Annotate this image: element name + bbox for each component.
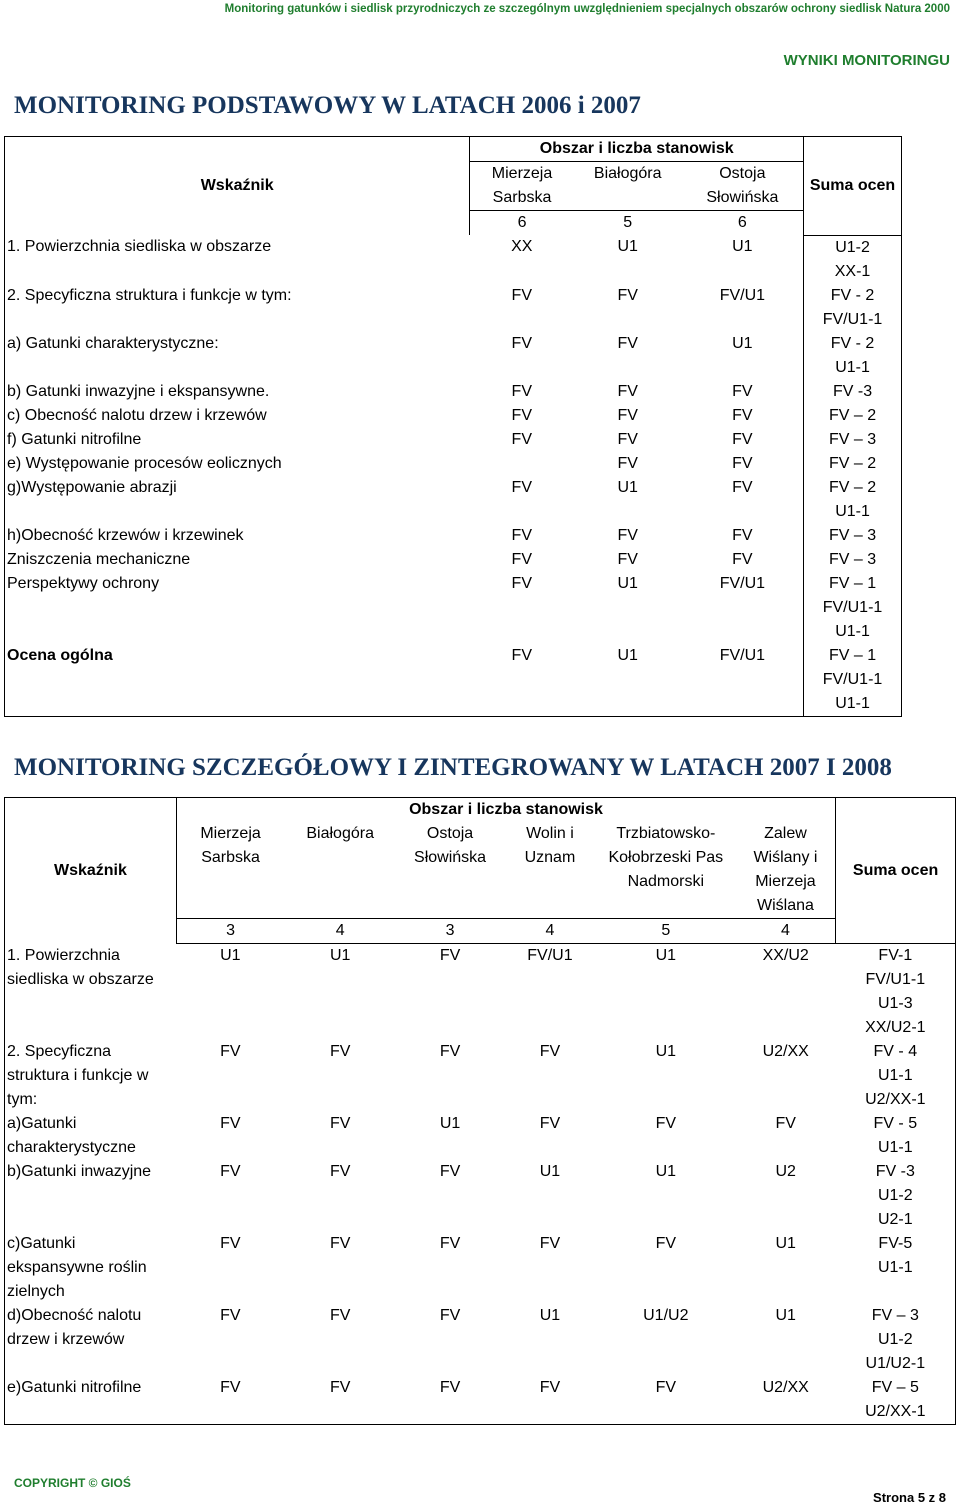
site-header: Trzbiatowsko-Kołobrzeski Pas Nadmorski: [608, 825, 724, 890]
cell-value: U1: [329, 947, 351, 964]
site-count: 5: [574, 211, 682, 236]
cell-value: [470, 452, 574, 476]
sum-cell: FV – 2 U1-1: [804, 476, 902, 524]
cell-value: FV: [439, 947, 461, 964]
wskaznik-header: Wskaźnik: [5, 798, 177, 944]
cell-value: FV/U1: [682, 644, 804, 717]
cell-value: FV: [596, 1376, 736, 1425]
cell-value: FV: [511, 382, 532, 400]
table1-title: MONITORING PODSTAWOWY W LATACH 2006 i 2007: [14, 92, 641, 119]
sum-cell: FV - 5 U1-1: [836, 1112, 956, 1160]
cell-value: FV: [732, 550, 753, 568]
sum-cell: U1-2 XX-1: [804, 235, 902, 284]
cell-value: FV: [511, 334, 532, 352]
cell-value: U1: [655, 947, 677, 964]
sum-cell: FV – 5 U2/XX-1: [836, 1376, 956, 1425]
cell-value: FV: [284, 1376, 396, 1425]
cell-value: FV: [732, 382, 753, 400]
cell-value: FV: [732, 430, 753, 448]
cell-value: U1: [220, 947, 241, 964]
cell-value: FV: [504, 1376, 596, 1425]
basic-monitoring-table: [4, 136, 902, 717]
cell-value: FV: [655, 1115, 677, 1132]
cell-value: FV: [220, 1163, 241, 1180]
area-header: Obszar i liczba stanowisk: [176, 798, 835, 823]
cell-value: FV/U1: [719, 574, 766, 592]
cell-value: FV: [329, 1307, 351, 1324]
table-row: [5, 476, 902, 524]
cell-value: FV: [329, 1235, 351, 1252]
row-label: c) Obecność nalotu drzew i krzewów: [5, 404, 470, 428]
cell-value: FV: [617, 406, 638, 424]
row-label: a)Gatunki charakterystyczne: [5, 1112, 177, 1160]
cell-value: U1: [617, 238, 638, 255]
cell-value: FV: [775, 1115, 796, 1132]
table-row: [5, 572, 902, 644]
cell-value: U2/XX: [762, 1043, 809, 1060]
table-row: [5, 235, 902, 284]
cell-value: FV: [511, 574, 532, 592]
sum-header: Suma ocen: [804, 137, 902, 236]
row-label: a) Gatunki charakterystyczne:: [5, 332, 470, 380]
page-number: Strona 5 z 8: [873, 1490, 946, 1505]
cell-value: FV: [732, 406, 753, 424]
cell-value: FV: [655, 1235, 677, 1252]
cell-value: U1: [539, 1307, 561, 1324]
sum-cell: FV - 2 FV/U1-1: [804, 284, 902, 332]
site-header: Mierzeja Sarbska: [470, 162, 574, 211]
sum-cell: FV -3 U1-2 U2-1: [836, 1160, 956, 1232]
cell-value: FV: [539, 1043, 561, 1060]
row-label: 1. Powierzchnia siedliska w obszarze: [5, 944, 177, 1041]
site-header: Ostoja Słowińska: [414, 825, 487, 866]
cell-value: U1: [539, 1163, 561, 1180]
copyright: COPYRIGHT © GIOŚ: [14, 1476, 131, 1490]
sum-cell: FV – 3: [804, 524, 902, 548]
sum-header: Suma ocen: [836, 798, 956, 944]
table-row: [5, 1232, 956, 1304]
table-row: [5, 404, 902, 428]
site-count: 4: [284, 919, 396, 944]
cell-value: FV: [439, 1307, 461, 1324]
cell-value: U1: [439, 1115, 461, 1132]
cell-value: FV: [439, 1043, 461, 1060]
cell-value: U1: [732, 334, 753, 352]
row-label: b) Gatunki inwazyjne i ekspansywne.: [5, 380, 470, 404]
sum-cell: FV – 1 FV/U1-1 U1-1: [804, 644, 902, 717]
table-row: [5, 1160, 956, 1232]
cell-value: FV: [617, 550, 638, 568]
table2-title: MONITORING SZCZEGÓŁOWY I ZINTEGROWANY W LATACH 2007 I 2008: [14, 754, 892, 781]
table-row: [5, 380, 902, 404]
site-header: Mierzeja Sarbska: [176, 822, 284, 919]
cell-value: FV: [732, 526, 753, 544]
row-label: b)Gatunki inwazyjne: [5, 1160, 177, 1232]
table-row: [5, 428, 902, 452]
site-count: 3: [176, 919, 284, 944]
cell-value: FV: [617, 454, 638, 472]
running-header: Monitoring gatunków i siedlisk przyrodniczych ze szczególnym uwzględnieniem specjalnych obszarów ochrony siedlisk Natura 2000: [224, 3, 950, 15]
site-count: 4: [736, 919, 836, 944]
cell-value: U1/U2: [643, 1307, 689, 1324]
cell-value: FV: [470, 644, 574, 717]
table-row: [5, 644, 902, 717]
table-row: [5, 332, 902, 380]
cell-value: FV: [220, 1043, 241, 1060]
cell-value: FV: [329, 1115, 351, 1132]
table-row: [5, 452, 902, 476]
cell-value: U1: [574, 644, 682, 717]
row-label: e) Występowanie procesów eolicznych: [5, 452, 470, 476]
cell-value: U1: [655, 1043, 677, 1060]
cell-value: FV: [220, 1235, 241, 1252]
cell-value: U1: [775, 1235, 796, 1252]
cell-value: FV/U1: [527, 947, 573, 964]
cell-value: FV: [539, 1115, 561, 1132]
cell-value: FV: [617, 286, 638, 304]
sum-cell: FV – 3: [804, 548, 902, 572]
cell-value: FV: [617, 526, 638, 544]
sum-cell: FV – 2: [804, 452, 902, 476]
cell-value: FV: [511, 430, 532, 448]
table-row: [5, 1304, 956, 1376]
cell-value: U2/XX: [736, 1376, 836, 1425]
sum-cell: FV-5 U1-1: [836, 1232, 956, 1304]
cell-value: FV: [539, 1235, 561, 1252]
sum-cell: FV – 1 FV/U1-1 U1-1: [804, 572, 902, 644]
area-header: Obszar i liczba stanowisk: [470, 137, 804, 162]
cell-value: FV: [617, 382, 638, 400]
cell-value: FV: [329, 1043, 351, 1060]
row-label: h)Obecność krzewów i krzewinek: [5, 524, 470, 548]
table-row: [5, 1112, 956, 1160]
site-count: 4: [504, 919, 596, 944]
cell-value: U1: [655, 1163, 677, 1180]
cell-value: FV: [329, 1163, 351, 1180]
site-count: 3: [396, 919, 504, 944]
site-header: Zalew Wiślany i Mierzeja Wiślana: [736, 822, 836, 919]
cell-value: FV/U1: [719, 286, 766, 304]
section-label: WYNIKI MONITORINGU: [783, 52, 950, 69]
cell-value: FV: [511, 286, 532, 304]
cell-value: FV: [220, 1115, 241, 1132]
row-label: Zniszczenia mechaniczne: [5, 548, 470, 572]
site-header: Białogóra: [306, 825, 374, 842]
cell-value: FV: [439, 1235, 461, 1252]
cell-value: FV: [732, 478, 753, 496]
table-row: [5, 944, 956, 1041]
row-label: 2. Specyficzna struktura i funkcje w tym:: [5, 1040, 177, 1112]
table-row: [5, 548, 902, 572]
cell-value: FV: [176, 1376, 284, 1425]
site-header: Wolin i Uznam: [524, 825, 576, 866]
row-label: Ocena ogólna: [5, 644, 470, 717]
detailed-monitoring-table: [4, 797, 956, 1425]
sum-cell: FV – 3: [804, 428, 902, 452]
cell-value: U2: [775, 1163, 796, 1180]
cell-value: U1: [732, 238, 753, 255]
cell-value: FV: [511, 550, 532, 568]
cell-value: U1: [617, 574, 638, 592]
sum-cell: FV – 3 U1-2 U1/U2-1: [836, 1304, 956, 1376]
row-label: f) Gatunki nitrofilne: [5, 428, 470, 452]
cell-value: FV: [439, 1163, 461, 1180]
row-label: e)Gatunki nitrofilne: [5, 1376, 177, 1425]
sum-cell: FV - 4 U1-1 U2/XX-1: [836, 1040, 956, 1112]
row-label: Perspektywy ochrony: [5, 572, 470, 644]
table-row: [5, 1040, 956, 1112]
site-count: 6: [470, 211, 574, 236]
site-header: Ostoja Słowińska: [682, 162, 804, 211]
row-label: c)Gatunki ekspansywne roślin zielnych: [5, 1232, 177, 1304]
wskaznik-header: Wskaźnik: [5, 137, 470, 236]
cell-value: FV: [511, 526, 532, 544]
cell-value: FV: [511, 478, 532, 496]
cell-value: FV: [732, 454, 753, 472]
site-count: 6: [682, 211, 804, 236]
row-label: d)Obecność nalotu drzew i krzewów: [5, 1304, 177, 1376]
cell-value: XX/U2: [762, 947, 809, 964]
table-row: [5, 524, 902, 548]
row-label: 2. Specyficzna struktura i funkcje w tym:: [5, 284, 470, 332]
cell-value: U1: [617, 478, 638, 496]
row-label: 1. Powierzchnia siedliska w obszarze: [5, 235, 470, 284]
sum-cell: FV - 2 U1-1: [804, 332, 902, 380]
sum-cell: FV – 2: [804, 404, 902, 428]
table-row: [5, 284, 902, 332]
cell-value: XX: [511, 238, 533, 255]
sum-cell: FV-1 FV/U1-1 U1-3 XX/U2-1: [836, 944, 956, 1041]
cell-value: FV: [617, 334, 638, 352]
site-header: Białogóra: [593, 165, 662, 182]
row-label: g)Występowanie abrazji: [5, 476, 470, 524]
table-row: [5, 1376, 956, 1425]
sum-cell: FV -3: [804, 380, 902, 404]
site-count: 5: [596, 919, 736, 944]
cell-value: FV: [396, 1376, 504, 1425]
cell-value: U1: [775, 1307, 796, 1324]
cell-value: FV: [511, 406, 532, 424]
cell-value: FV: [220, 1307, 241, 1324]
cell-value: FV: [617, 430, 638, 448]
